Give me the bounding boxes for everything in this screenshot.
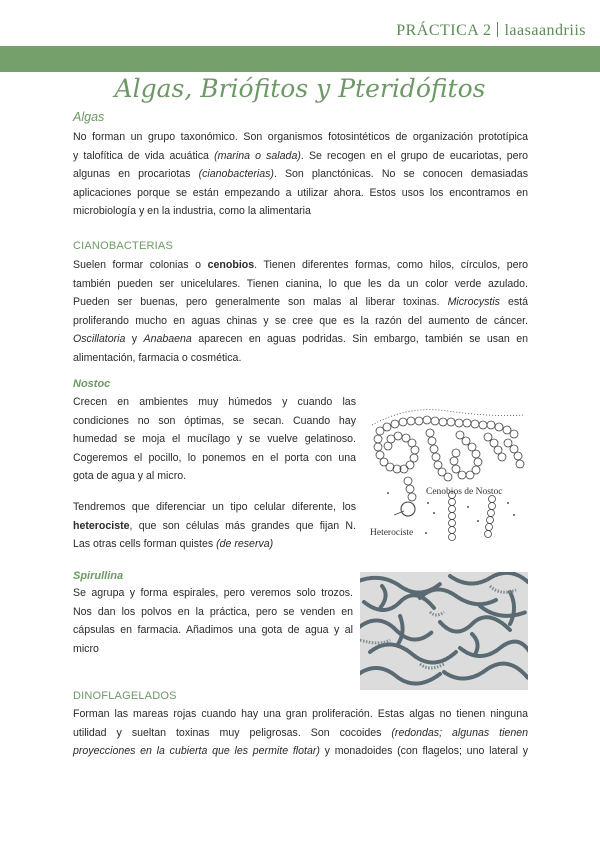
ciano-line: también pueden ser unicelulares. Tienen cianina, lo que les da un color verde azulado. (73, 277, 528, 290)
nostoc-drawing (368, 403, 528, 551)
algas-line: aplicaciones porque se están empezando a utilizar ahora. Estos usos los encontramos en (73, 186, 528, 199)
nostoc-line: Las otras cells forman quistes (de reserva) (73, 538, 274, 551)
ciano-line: Oscillatoria y Anabaena aparecen en aguas podridas. Sin embargo, también se usan en (73, 333, 528, 346)
heading-algas: Algas (73, 110, 105, 124)
header-green-band (0, 46, 600, 72)
paragraph-spirullina (73, 584, 353, 658)
paragraph-nostoc (73, 393, 356, 486)
spirullina-line: cápsulas en farmacia. Añadimos una gota de agua y al (73, 624, 353, 637)
spirullina-line: micro (73, 642, 99, 655)
dino-line: proyecciones en la cubierta que les permite flotar) y monadoides (con flagelos; uno lateral y (73, 745, 528, 758)
paragraph-cianobacterias (73, 256, 528, 368)
dino-line: utilidad y sueltan toxinas muy peligrosas. Son cocoides (redondas; algunas tienen (73, 726, 528, 739)
ciano-line: Pueden ser buenas, pero generalmente son malas al liberar toxinas. Microcystis está (73, 296, 529, 309)
dino-line: Forman las mareas rojas cuando hay una gran proliferación. Estas algas no tienen ninguna (73, 708, 528, 720)
algas-line: microbiología y en la industria, como la alimentaria (73, 205, 311, 218)
paragraph-dinoflagelados (73, 705, 528, 761)
algas-line: algunas en procariotas (cianobacterias). Son planctónicas. No se conocen demasiadas (73, 168, 528, 181)
spirulina-micrograph (360, 572, 528, 690)
spirulina-drawing (360, 572, 528, 690)
ciano-line: alimentación, farmacia o cosmética. (73, 351, 242, 364)
spirullina-line: Nos dan los polvos en la práctica, pero se venden en (73, 605, 353, 618)
nostoc-line: Tendremos que diferenciar un tipo celular diferente, los (73, 501, 356, 513)
nostoc-line: Crecen en ambientes muy húmedos y cuando las (73, 396, 356, 408)
heading-cianobacterias: CIANOBACTERIAS (73, 240, 173, 252)
nostoc-line: humedad se moja el mucílago y se vuelve gelatinoso. (73, 433, 356, 446)
heterocyst-cell (401, 502, 415, 516)
heading-spirullina: Spirullina (73, 570, 124, 582)
header-text (396, 22, 586, 40)
ciano-line: proliferando mucho en aguas chinas y se cree que es la razón del aumento de cáncer. (73, 314, 528, 327)
nostoc-line: condiciones no son óptimas, se secan. Cuando hay (73, 414, 356, 427)
header-author: laasaandriis (504, 22, 586, 39)
algas-line: No forman un grupo taxonómico. Son organismos fotosintéticos de organización prototípica (73, 131, 528, 143)
paragraph-nostoc-2 (73, 498, 356, 554)
heading-dinoflagelados: DINOFLAGELADOS (73, 690, 177, 702)
header-practica: PRÁCTICA 2 (396, 22, 492, 39)
spirullina-line: Se agrupa y forma espirales, pero veremos solo trozos. (73, 587, 353, 599)
nostoc-line: gota de agua y al micro. (73, 470, 187, 483)
heading-nostoc: Nostoc (73, 378, 111, 390)
label-cenobios: Cenobios de Nostoc (426, 487, 503, 497)
nostoc-line: heterociste, que son células más grandes que fijan N. (73, 519, 356, 532)
ciano-line: Suelen formar colonias o cenobios. Tienen diferentes formas, como hilos, círculos, pero (73, 259, 528, 271)
algas-line: y talofítica de vida acuática (marina o salada). Se recogen en el grupo de eucariotas, pero (73, 149, 528, 162)
paragraph-algas (73, 128, 528, 221)
page-header (0, 0, 600, 46)
header-divider (497, 22, 498, 37)
nostoc-line: Cogeremos el pocillo, lo ponemos en el porta con una (73, 451, 356, 464)
nostoc-figure (368, 403, 528, 551)
label-heterociste: Heterociste (370, 528, 414, 538)
page-title: Algas, Briófitos y Pteridófitos (114, 74, 486, 103)
